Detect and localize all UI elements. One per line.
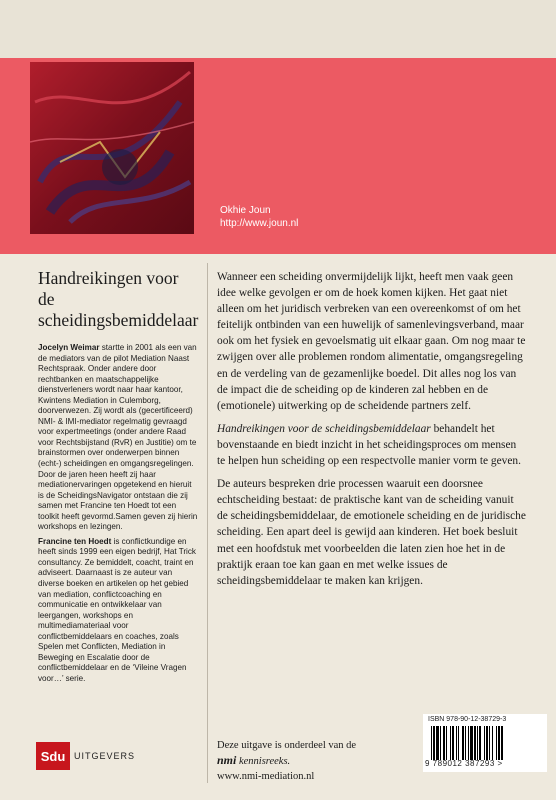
barcode-bar: [456, 726, 457, 760]
barcode-bar: [479, 726, 481, 760]
barcode-bar: [501, 726, 503, 760]
author-column: [38, 268, 198, 689]
barcode-icon: [429, 726, 539, 760]
barcode-bar: [468, 726, 469, 760]
blurb-paragraph-3: De auteurs bespreken drie processen waaruit een doorsnee echtscheiding bestaat: de praktische kant van de scheiding vanuit de scheidingsbemiddelaar, de emotionele scheiding en de juridische scheiding. Een apart deel is gewijd aan kinderen. Het boek besluit met een hoofdstuk met voorbeelden die laten zien hoe het in de praktijk eraan toe kan gaan en met welke issues de scheidingsbemiddelaar te maken kan krijgen.: [217, 478, 526, 587]
barcode-bar: [492, 726, 493, 760]
barcode-bar: [474, 726, 476, 760]
barcode-bar: [436, 726, 439, 760]
cover-art-credit: [220, 204, 298, 230]
barcode-bar: [443, 726, 445, 760]
author-name-2: Francine ten Hoedt: [38, 536, 112, 546]
series-line-1: Deze uitgave is onderdeel van de: [217, 740, 357, 751]
blurb-paragraph-2-text: behandelt het bovenstaande en biedt inzicht in het scheidingsproces om mensen te helpen hun scheiding op een respectvolle manier vorm te geven.: [217, 422, 521, 468]
barcode-bar: [470, 726, 473, 760]
cover-art-band: [0, 58, 556, 254]
author-bio-text-2: is conflictkundige en heeft sinds 1999 een eigen bedrijf, Hat Trick consultancy. Ze bemiddelt, coacht, traint en adviseert. Daarnaast is ze auteur van diverse boeken en artikelen op het gebied van mediation, conflictcoaching en communicatie en ontwikkelaar van leergangen, workshops en multimediamateriaal voor conflictbemiddelaars en coaches, zoals Spelen met Conflicten, Mediation in Beweging en Escalatie door de conflictbemiddelaar en de ‘Vileine Vragen voor…’ serie.: [38, 536, 196, 683]
barcode-digits: 9 789012 387293 >: [425, 759, 503, 768]
barcode-bar: [433, 726, 435, 760]
barcode-bar: [484, 726, 485, 760]
blurb-paragraph-2: [217, 421, 527, 469]
barcode-bar: [489, 726, 490, 760]
blurb-paragraph-1: Wanneer een scheiding onvermijdelijk lijkt, heeft men vaak geen idee welke gevolgen er om de hoek komen kijken. Het gaat niet alleen om het juridisch verbreken van een overeenkomst of om het feitelijk ontbinden van een huwelijk of samenlevingsverband, maar ook om het fysiek en gevoelsmatig uit elkaar gaan. Om nog maar te zwijgen over alle problemen rondom alimentatie, omgangsregeling en de verdeling van de gezamenlijke boedel. Dit alles nog los van de impact die de scheiding op de kinderen zal hebben en de (emotionele) uitwerking op de scheidende partners zelf.: [217, 271, 526, 412]
sdu-logo-mark: Sdu: [36, 742, 70, 770]
barcode-bar: [452, 726, 454, 760]
barcode-bar: [486, 726, 488, 760]
author-name-1: Jocelyn Weimar: [38, 343, 100, 352]
publisher-name: UITGEVERS: [74, 751, 136, 761]
barcode-bar: [477, 726, 478, 760]
author-bio-2: [38, 537, 198, 685]
blurb-title-reference: Handreikingen voor de scheidingsbemiddelaar: [217, 422, 431, 435]
barcode-bar: [450, 726, 451, 760]
series-name: kennisreeks.: [236, 756, 291, 767]
barcode-bar: [496, 726, 497, 760]
artist-url[interactable]: http://www.joun.nl: [220, 218, 299, 229]
book-title: Handreikingen voor de scheidingsbemiddelaar: [38, 268, 199, 330]
top-band: [0, 0, 556, 58]
column-divider: [207, 263, 208, 783]
publisher-logo: [36, 742, 135, 770]
series-url[interactable]: www.nmi-mediation.nl: [217, 771, 315, 782]
series-line-2: [217, 753, 356, 769]
isbn-label: ISBN 978-90-12-38729-3: [428, 716, 507, 723]
blurb-column: [217, 269, 527, 596]
barcode-bar: [462, 726, 464, 760]
barcode-bar: [458, 726, 459, 760]
series-note: [217, 738, 356, 784]
barcode-bar: [440, 726, 441, 760]
barcode-bar: [446, 726, 447, 760]
cover-painting: [30, 62, 194, 234]
author-bio-text-1: startte in 2001 als een van de mediators van de pilot Mediation Naast Rechtspraak. Onder andere door rechtbanken en maatschappelijke dienstverleners wordt naar haar kantoor, Kwintens Mediation in Culemborg, doorverwezen. Zij wordt als (gecertificeerd) NMI- & IMI-mediator regelmatig gevraagd voor expertmeetings (onder andere Raad voor Rechtsbijstand (RvR) en Justitie) om te brainstormen over onderwerpen binnen (echt-) scheidingen en omgangsregelingen. Door de jaren heen heeft zij haar mediationervaringen opgetekend en hieruit is de ScheidingsNavigator ontstaan die zij samen met Francine ten Hoedt tot een toolkit heeft gevormd.Samen geven zij hierin workshops en lezingen.: [38, 343, 198, 532]
nmi-logo: nmi: [217, 753, 237, 767]
barcode-panel: [423, 714, 547, 772]
barcode-bar: [465, 726, 466, 760]
artist-name: Okhie Joun: [220, 205, 271, 216]
barcode-bar: [431, 726, 432, 760]
author-bio-1: [38, 343, 198, 533]
barcode-bar: [498, 726, 500, 760]
